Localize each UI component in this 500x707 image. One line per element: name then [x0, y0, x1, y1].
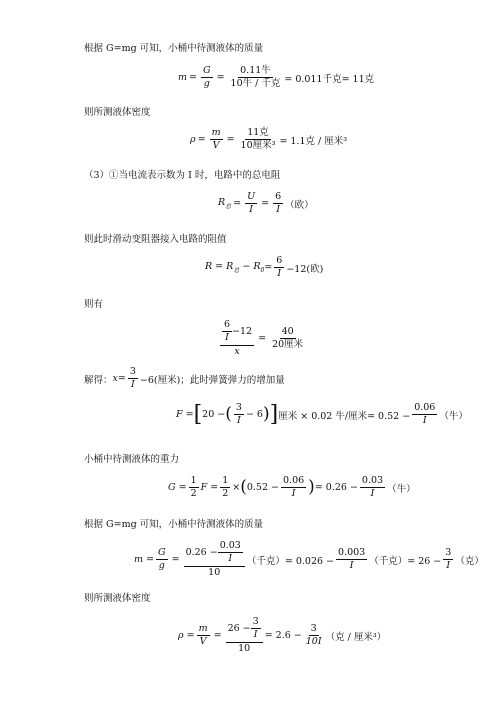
result-mass: = 0.011千克= 11克	[284, 73, 375, 85]
paragraph-solve-x: 解得： x = $\frac{3}{I}$ −6(厘米)；此时弹簧弹力的增加量	[84, 366, 285, 391]
equation-rheostat: $R = R_总 - R_0$ = $\frac{6}{I}$ −12(欧)	[205, 255, 324, 280]
paragraph-current: （3）①当电流表示数为 I 时，电路中的总电阻	[84, 170, 281, 181]
paragraph-weight: 小桶中待测液体的重力	[84, 454, 180, 465]
paragraph-density-final: 则所测液体密度	[84, 593, 151, 604]
equation-spring-force: F = [ 20 − ( $\frac{3}{I}$ − 6 ) ] 厘米 × 0.02 牛/厘米= 0.52 − $\frac{0.06}{I}$ （牛）	[176, 401, 468, 427]
paragraph-rheostat: 则此时滑动变阻器接入电路的阻值	[84, 234, 227, 245]
paragraph-density-intro: 则所测液体密度	[84, 107, 151, 118]
equation-mass: m = $\frac{G}{g}$ = $\frac{\text{0.11牛}}{\text{10牛 / 千克}}$ = 0.011千克= 11克	[178, 65, 375, 90]
equation-proportion: $\frac{6}{I}$ −12 x = $\frac{40}{\text{20厘米}}$	[218, 320, 307, 357]
paragraph-mass-intro: 根据 G=mg 可知，小桶中待测液体的质量	[84, 43, 264, 54]
equation-total-resistance: $R_总$ = $\frac{U}{I}$ = $\frac{6}{I}$ （欧）	[218, 191, 314, 216]
fraction-weight-over-g: $\frac{\text{0.11牛}}{\text{10牛 / 千克}}$	[230, 65, 281, 90]
equation-density: ρ = $\frac{m}{V}$ = $\frac{\text{11克}}{\text{10厘米³}}$ = 1.1克 / 厘米³	[190, 127, 348, 152]
paragraph-then: 则有	[84, 299, 104, 310]
paragraph-mass-again: 根据 G=mg 可知，小桶中待测液体的质量	[84, 519, 264, 530]
equation-mass-final: m = $\frac{G}{g}$ = 0.26 − $\frac{0.03}{I}$ 10 （千克）= 0.026 − $\frac{0.003}{I}$ （千克）= 26 − $\frac{3}{I}$ （克）	[134, 540, 484, 578]
equation-weight: G = $\frac{1}{2}$ F = $\frac{1}{2}$ × ( 0.52 − $\frac{0.06}{I}$ ) = 0.26 − $\frac{0.03}{I}$ （牛）	[168, 475, 416, 500]
var-m: m	[178, 72, 188, 84]
equation-density-final: ρ = $\frac{m}{V}$ = 26 − $\frac{3}{I}$ 10 = 2.6 − $\frac{3}{10I}$ （克 / 厘米³）	[178, 616, 387, 654]
fraction-G-over-g: $\frac{G}{g}$	[202, 65, 211, 90]
